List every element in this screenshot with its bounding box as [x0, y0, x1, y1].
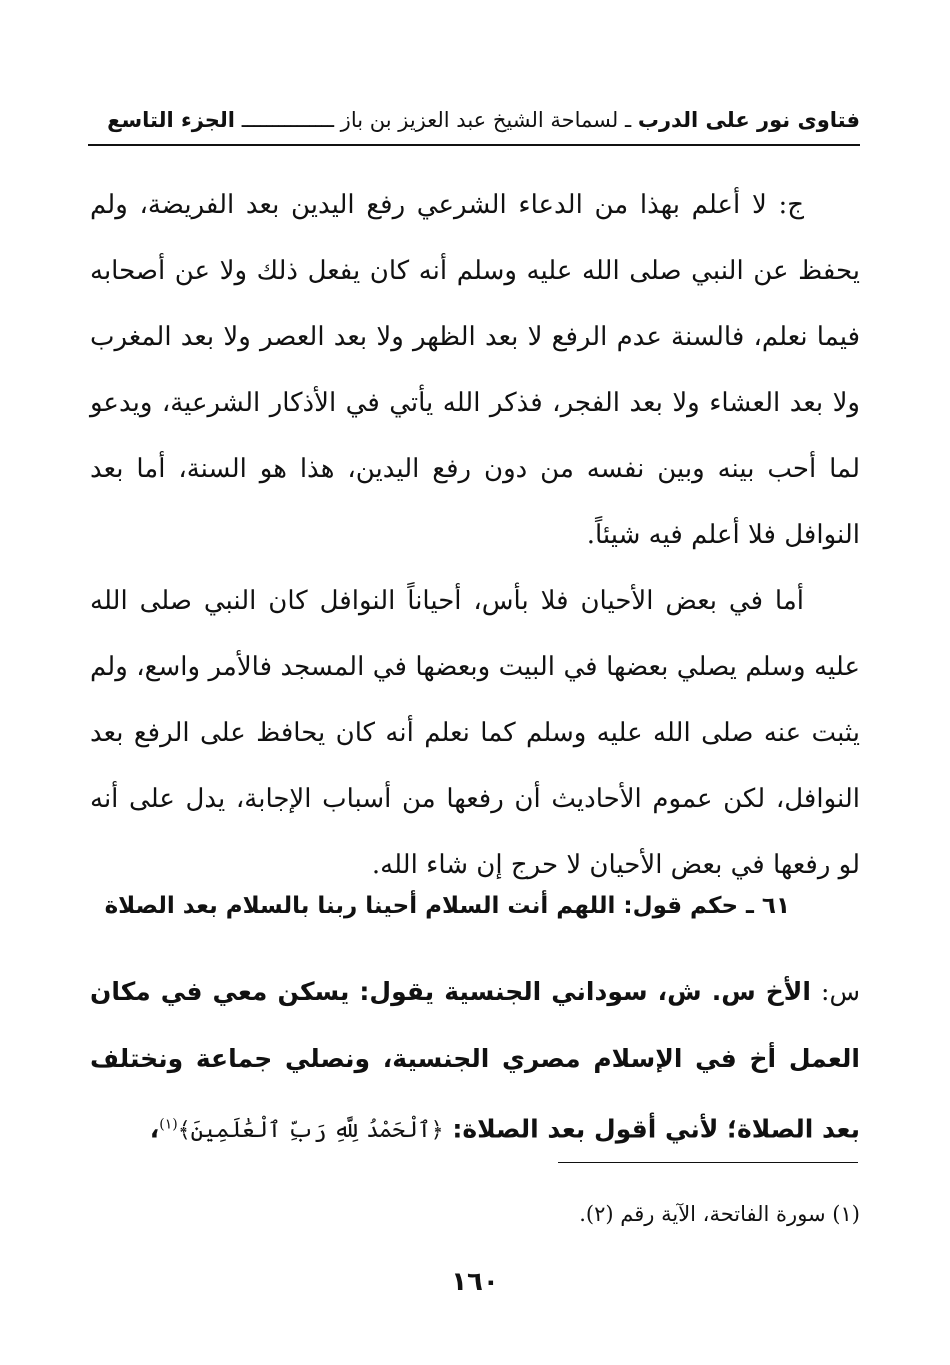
header-dash-line: ـــــــــــــــ — [241, 108, 334, 132]
answer-paragraph-1: ج: لا أعلم بهذا من الدعاء الشرعي رفع اليدين بعد الفريضة، ولم يحفظ عن النبي صلى الله عليه وسلم أنه كان يفعل ذلك ولا عن أصحابه فيما نعلم، فالسنة عدم الرفع لا بعد الظهر ولا بعد العصر ولا بعد المغرب ولا بعد العشاء ولا بعد الفجر، فذكر الله يأتي في الأذكار الشرعية، ويدعو لما أحب بينه وبين نفسه من دون رفع اليدين، هذا هو السنة، أما بعد النوافل فلا أعلم فيه شيئاً. — [90, 190, 860, 550]
question-label: س: — [821, 977, 860, 1006]
book-title: فتاوى نور على الدرب — [637, 108, 860, 132]
quran-verse — [159, 1118, 443, 1143]
footnote: (١) سورة الفاتحة، الآية رقم (٢). — [579, 1202, 860, 1226]
footnote-divider — [558, 1162, 858, 1163]
question-trailing-comma: ، — [149, 1114, 160, 1144]
author-name: لسماحة الشيخ عبد العزيز بن باز — [340, 108, 619, 132]
answer-paragraph-2: أما في بعض الأحيان فلا بأس، أحياناً النوافل كان النبي صلى الله عليه وسلم يصلي بعضها في البيت وبعضها في المسجد فالأمر واسع، ولم يثبت عنه صلى الله عليه وسلم كما نعلم أنه كان يحافظ على الرفع بعد النوافل، لكن عموم الأحاديث أن رفعها من أسباب الإجابة، يدل على أنه لو رفعها في بعض الأحيان لا حرج إن شاء الله. — [90, 586, 860, 880]
answer-body — [90, 172, 860, 898]
footnote-reference: (١) — [159, 1117, 178, 1133]
header-separator: ـ — [625, 108, 632, 132]
header-divider — [88, 144, 860, 146]
question-text: الأخ س. ش، سوداني الجنسية يقول: يسكن معي في مكان العمل أخ في الإسلام مصري الجنسية، ونصلي جماعة ونختلف بعد الصلاة؛ لأني أقول بعد الصلاة: — [90, 977, 860, 1144]
running-header — [90, 104, 860, 136]
page-number: ١٦٠ — [451, 1267, 499, 1297]
question-block — [90, 958, 860, 1164]
section-heading: ٦١ ـ حكم قول: اللهم أنت السلام أحينا ربنا بالسلام بعد الصلاة — [104, 893, 790, 919]
volume-label: الجزء التاسع — [107, 108, 235, 132]
quran-verse-text: ﴿ٱلْحَمْدُ لِلَّهِ رَبِّ ٱلْعَٰلَمِينَ﴾ — [177, 1118, 444, 1144]
